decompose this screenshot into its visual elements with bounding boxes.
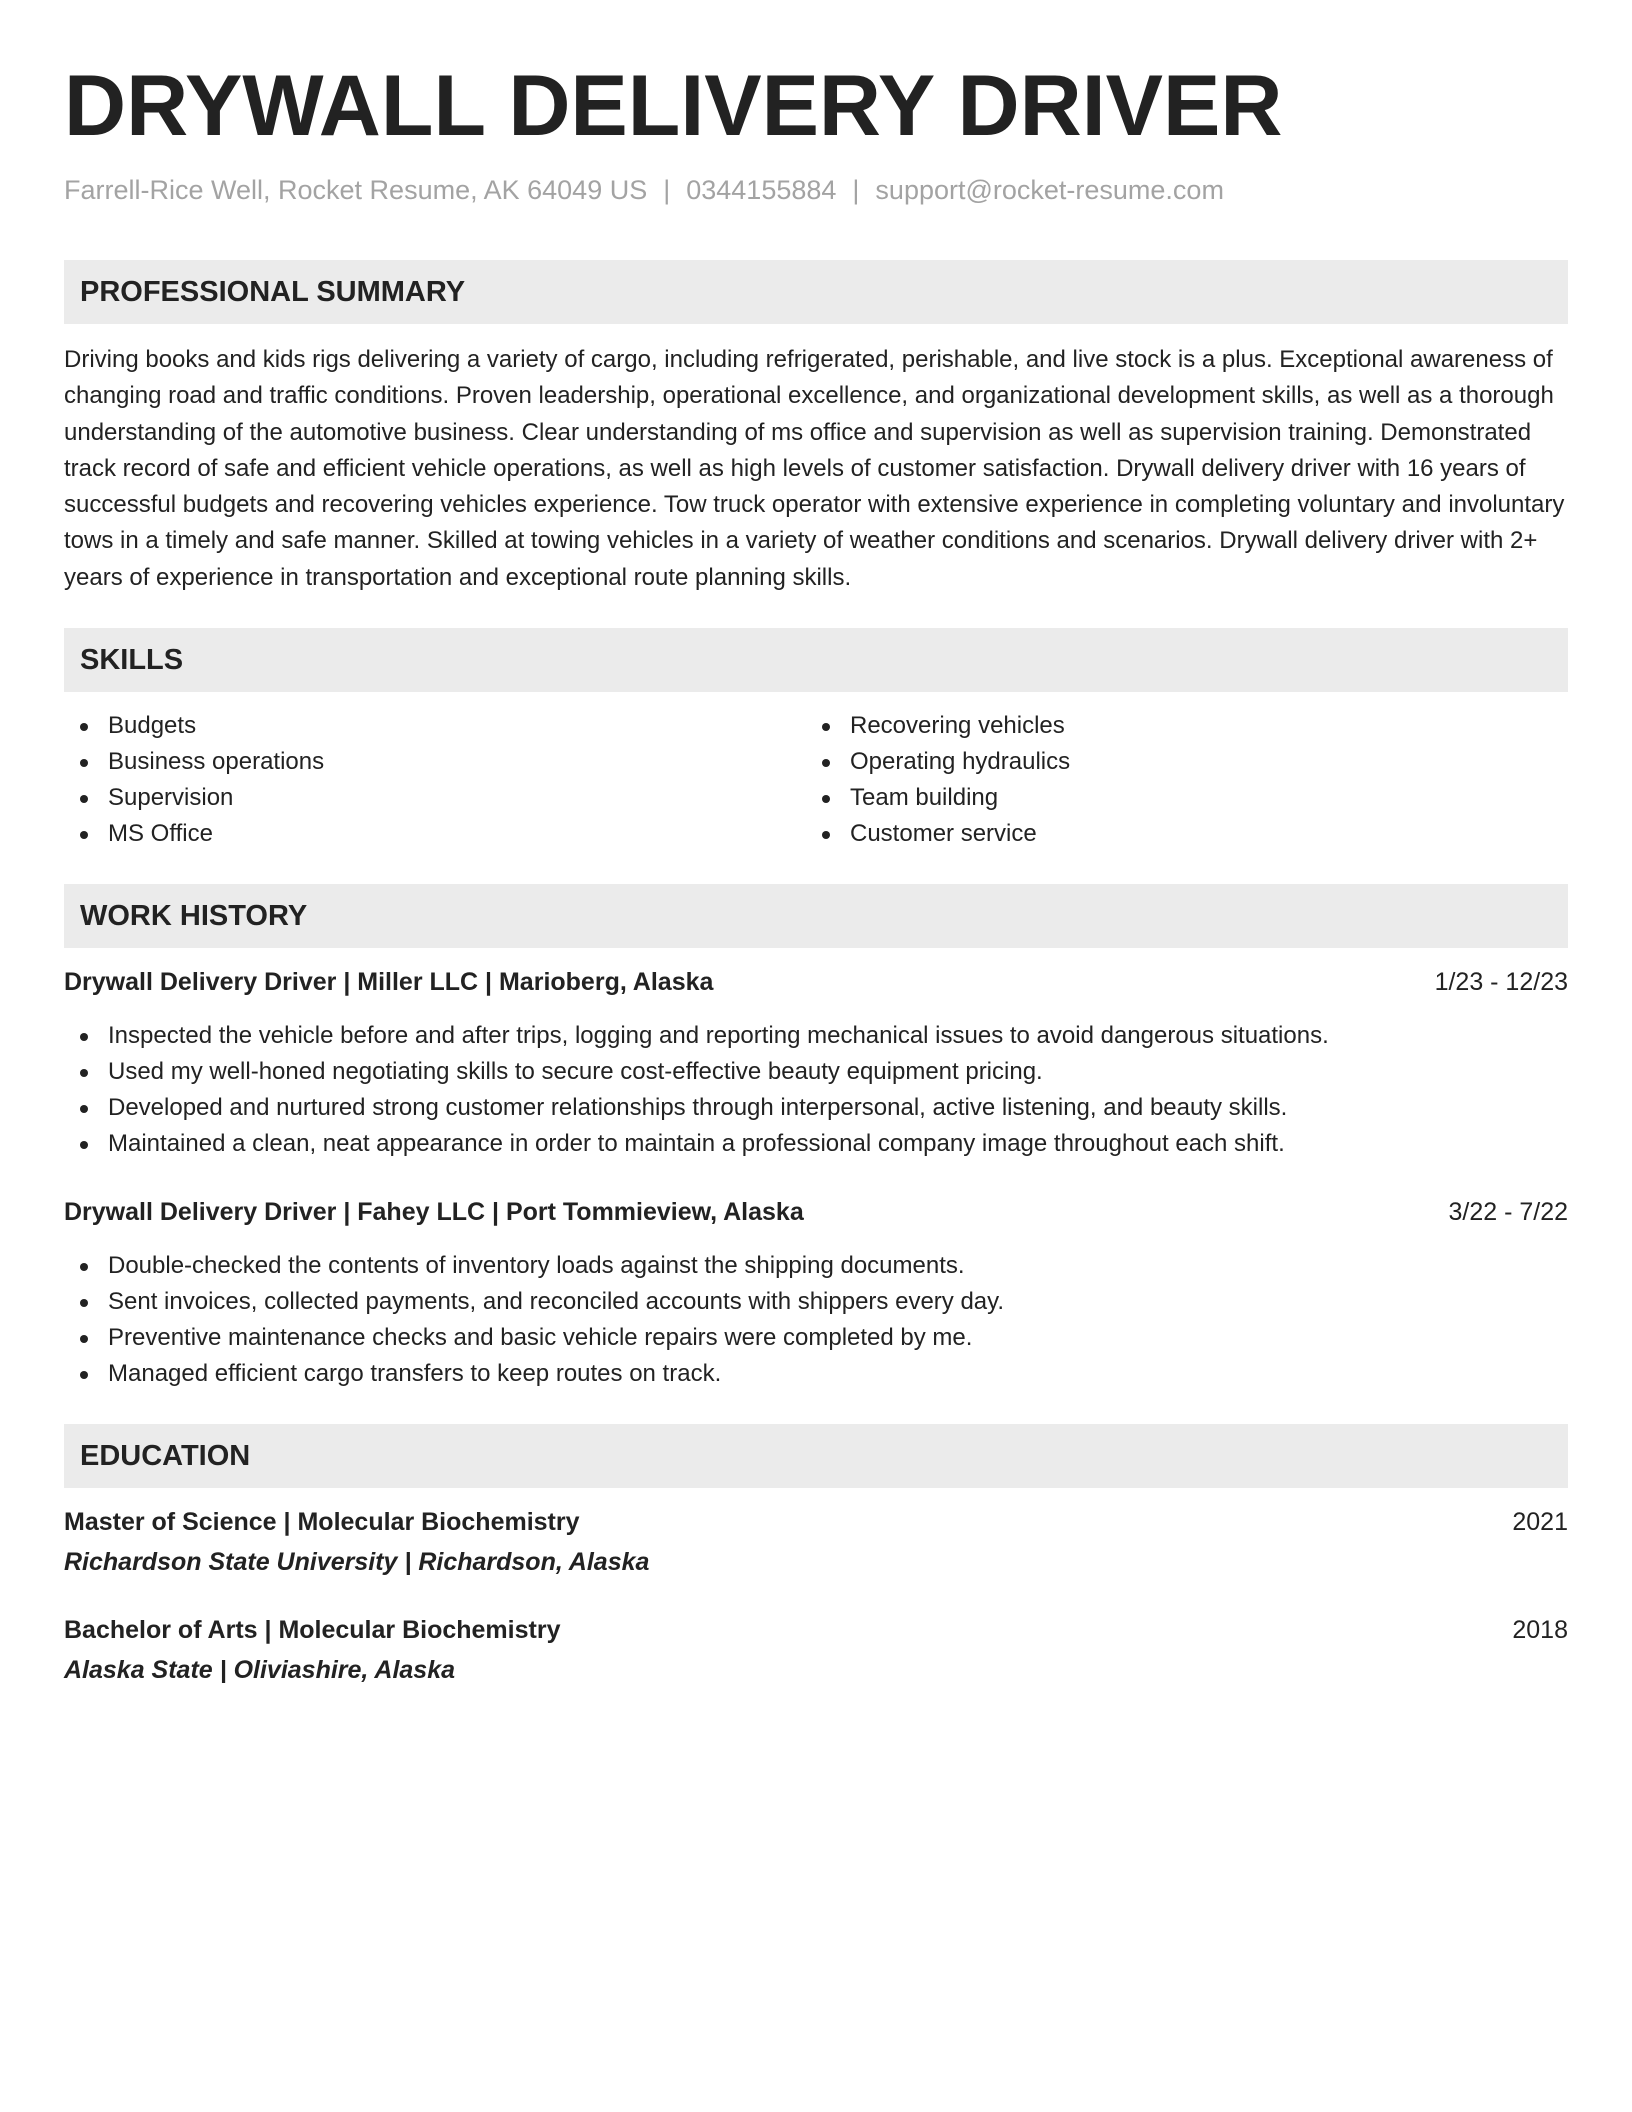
- skills-column-right: [806, 708, 1548, 852]
- education-section: [64, 1424, 1568, 1688]
- job-bullet-text: Preventive maintenance checks and basic vehicle repairs were completed by me.: [108, 1324, 973, 1352]
- job-bullets: [64, 1248, 1568, 1392]
- contact-address: Farrell-Rice Well, Rocket Resume, AK 64049 US: [64, 175, 648, 205]
- skill-item: [64, 708, 806, 744]
- contact-phone[interactable]: 0344155884: [686, 175, 837, 205]
- job-bullet-text: Double-checked the contents of inventory loads against the shipping documents.: [108, 1252, 965, 1280]
- job-bullet: [64, 1356, 1568, 1392]
- job-bullet: [64, 1248, 1568, 1284]
- summary-text: Driving books and kids rigs delivering a variety of cargo, including refrigerated, perishable, and live stock is a plus. Exceptional awareness of changing road and traffic conditions. Proven leadership, operational excellence, and organizational development skills, as well as a thorough understanding of the automotive business. Clear understanding of ms office and supervision as well as supervision training. Demonstrated track record of safe and efficient vehicle operations, as well as high levels of customer satisfaction. Drywall delivery driver with 16 years of successful budgets and recovering vehicles experience. Tow truck operator with extensive experience in completing voluntary and involuntary tows in a timely and safe manner. Skilled at towing vehicles in a variety of weather conditions and scenarios. Drywall delivery driver with 2+ years of experience in transportation and exceptional route planning skills.: [64, 346, 1565, 591]
- job-bullet: [64, 1090, 1568, 1126]
- education-entry: [64, 1504, 1568, 1580]
- work-history-section: [64, 884, 1568, 1392]
- job-dates: 1/23 - 12/23: [1434, 968, 1568, 997]
- job-header: [64, 964, 1568, 1000]
- education-degree: Bachelor of Arts | Molecular Biochemistry: [64, 1616, 561, 1645]
- education-degree: Master of Science | Molecular Biochemistry: [64, 1508, 580, 1537]
- skill-item: [806, 816, 1548, 852]
- education-school: Richardson State University | Richardson, Alaska: [64, 1548, 650, 1577]
- bullet-icon: [822, 759, 830, 767]
- bullet-icon: [80, 1105, 88, 1113]
- bullet-icon: [80, 723, 88, 731]
- summary-section: [64, 260, 1568, 596]
- education-school: Alaska State | Oliviashire, Alaska: [64, 1656, 456, 1685]
- contact-separator: |: [663, 175, 671, 205]
- bullet-icon: [822, 795, 830, 803]
- job-entry: [64, 1194, 1568, 1392]
- bullet-icon: [80, 831, 88, 839]
- education-heading: EDUCATION: [64, 1424, 1568, 1488]
- bullet-icon: [80, 795, 88, 803]
- job-bullet-text: Sent invoices, collected payments, and reconciled accounts with shippers every day.: [108, 1288, 1005, 1316]
- skill-label: Operating hydraulics: [850, 748, 1071, 776]
- job-dates: 3/22 - 7/22: [1448, 1198, 1568, 1227]
- contact-email[interactable]: support@rocket-resume.com: [875, 175, 1224, 205]
- skill-item: [64, 744, 806, 780]
- bullet-icon: [822, 831, 830, 839]
- contact-line: [64, 172, 1568, 208]
- skill-label: Team building: [850, 784, 999, 812]
- contact-separator: |: [852, 175, 860, 205]
- job-header: [64, 1194, 1568, 1230]
- job-bullet-text: Maintained a clean, neat appearance in order to maintain a professional company image throughout each shift.: [108, 1130, 1285, 1158]
- skill-label: MS Office: [108, 820, 213, 848]
- bullet-icon: [822, 723, 830, 731]
- job-bullet-text: Developed and nurtured strong customer relationships through interpersonal, active listening, and beauty skills.: [108, 1094, 1288, 1122]
- skill-item: [64, 816, 806, 852]
- resume-name: DRYWALL DELIVERY DRIVER: [64, 58, 1283, 154]
- skill-item: [806, 744, 1548, 780]
- education-header: [64, 1612, 1568, 1648]
- education-header: [64, 1504, 1568, 1540]
- bullet-icon: [80, 1299, 88, 1307]
- job-bullet: [64, 1054, 1568, 1090]
- skill-label: Supervision: [108, 784, 234, 812]
- job-bullet: [64, 1284, 1568, 1320]
- education-year: 2021: [1512, 1508, 1568, 1537]
- job-bullet: [64, 1018, 1568, 1054]
- education-entry: [64, 1612, 1568, 1688]
- job-entry: [64, 964, 1568, 1162]
- job-title: Drywall Delivery Driver | Fahey LLC | Port Tommieview, Alaska: [64, 1198, 804, 1227]
- skill-item: [64, 780, 806, 816]
- bullet-icon: [80, 1371, 88, 1379]
- job-bullet-text: Inspected the vehicle before and after trips, logging and reporting mechanical issues to avoid dangerous situations.: [108, 1022, 1329, 1050]
- skill-label: Customer service: [850, 820, 1037, 848]
- bullet-icon: [80, 1263, 88, 1271]
- bullet-icon: [80, 759, 88, 767]
- skill-item: [806, 780, 1548, 816]
- skills-heading: SKILLS: [64, 628, 1568, 692]
- job-bullet-text: Managed efficient cargo transfers to keep routes on track.: [108, 1360, 722, 1388]
- job-bullet: [64, 1126, 1568, 1162]
- skill-label: Recovering vehicles: [850, 712, 1065, 740]
- job-bullet-text: Used my well-honed negotiating skills to secure cost-effective beauty equipment pricing.: [108, 1058, 1043, 1086]
- bullet-icon: [80, 1335, 88, 1343]
- skills-column-left: [64, 708, 806, 852]
- job-title: Drywall Delivery Driver | Miller LLC | Marioberg, Alaska: [64, 968, 714, 997]
- skills-grid: [64, 708, 1568, 852]
- skill-label: Budgets: [108, 712, 197, 740]
- bullet-icon: [80, 1141, 88, 1149]
- work-history-heading: WORK HISTORY: [64, 884, 1568, 948]
- job-bullet: [64, 1320, 1568, 1356]
- skills-section: [64, 628, 1568, 852]
- skill-item: [806, 708, 1548, 744]
- bullet-icon: [80, 1033, 88, 1041]
- bullet-icon: [80, 1069, 88, 1077]
- education-year: 2018: [1512, 1616, 1568, 1645]
- skill-label: Business operations: [108, 748, 325, 776]
- summary-heading: PROFESSIONAL SUMMARY: [64, 260, 1568, 324]
- job-bullets: [64, 1018, 1568, 1162]
